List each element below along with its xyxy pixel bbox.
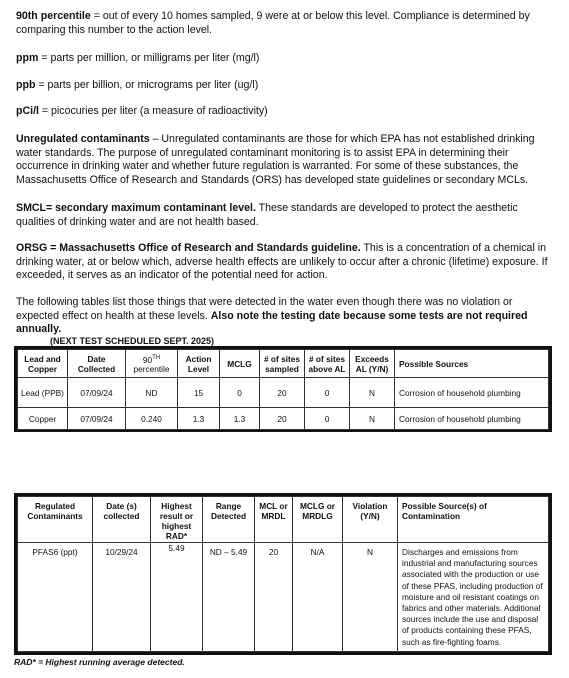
- cell-range: ND – 5.49: [203, 543, 255, 652]
- lead-copper-table: [14, 346, 552, 432]
- definition-ppm: [16, 52, 553, 66]
- cell-date: 10/29/24: [93, 543, 151, 652]
- definition-pcil: [16, 105, 553, 119]
- table-row: [18, 543, 549, 652]
- definition-ppb: [16, 79, 553, 93]
- cell-sources: Corrosion of household plumbing: [395, 408, 549, 430]
- cell-mclg: 1.3: [220, 408, 260, 430]
- definition-90th-percentile: [16, 10, 553, 37]
- col-header-sources: Possible Sources: [395, 350, 549, 378]
- p90-number: 90: [142, 354, 153, 365]
- col-header-sites-above-al: # of sites above AL: [305, 350, 350, 378]
- cell-sources: Discharges and emissions from industrial and manufacturing sources associated with the production or use of these PFAS, including production of moisture and oil resistant coatings on fabrics and other materials. Additional sources include the use and disposal of products containing these PFAS, such as fire-fighting foams.: [398, 543, 549, 652]
- definition-text: = parts per billion, or micrograms per liter (ug/l): [35, 79, 259, 91]
- cell-exceeds: N: [350, 408, 395, 430]
- table-header-row: [18, 497, 549, 543]
- regulated-contaminants-table: [14, 493, 552, 655]
- rad-footnote: RAD* = Highest running average detected.: [14, 657, 185, 667]
- col-header-date-collected: Date (s) collected: [93, 497, 151, 543]
- cell-sources: Corrosion of household plumbing: [395, 378, 549, 408]
- col-header-contaminant: Regulated Contaminants: [18, 497, 93, 543]
- col-header-mcl: MCL or MRDL: [255, 497, 293, 543]
- term-unregulated: Unregulated contaminants: [16, 133, 150, 145]
- term-smcl: SMCL= secondary maximum contaminant level.: [16, 202, 256, 214]
- cell-date: 07/09/24: [68, 378, 126, 408]
- cell-mclg: 0: [220, 378, 260, 408]
- cell-date: 07/09/24: [68, 408, 126, 430]
- col-header-mclg: MCLG or MRDLG: [293, 497, 343, 543]
- cell-action-level: 15: [178, 378, 220, 408]
- cell-90th: 0.240: [126, 408, 178, 430]
- cell-contaminant: PFAS6 (ppt): [18, 543, 93, 652]
- cell-sites-above: 0: [305, 408, 350, 430]
- cell-exceeds: N: [350, 378, 395, 408]
- cell-mclg: N/A: [293, 543, 343, 652]
- cell-mcl: 20: [255, 543, 293, 652]
- term-ppb: ppb: [16, 79, 36, 91]
- tables-intro: [16, 296, 553, 337]
- col-header-highest-result: Highest result or highest RAD*: [151, 497, 203, 543]
- cell-sites-sampled: 20: [260, 408, 305, 430]
- tables-intro-text: The following tables list those things that were detected in the water even though there was no violation or expected effect on health at these levels.: [16, 296, 513, 322]
- cell-violation: N: [343, 543, 398, 652]
- col-header-sites-sampled: # of sites sampled: [260, 350, 305, 378]
- col-header-range-detected: Range Detected: [203, 497, 255, 543]
- cell-name: Copper: [18, 408, 68, 430]
- definition-text: = picocuries per liter (a measure of radioactivity): [38, 105, 268, 117]
- col-header-exceeds-al: Exceeds AL (Y/N): [350, 350, 395, 378]
- term-90th-percentile: 90th percentile: [16, 10, 91, 22]
- definition-text: These standards are developed to protect the aesthetic qualities of drinking water and are not health based.: [16, 202, 518, 228]
- cell-action-level: 1.3: [178, 408, 220, 430]
- table-header-row: [18, 350, 549, 378]
- col-header-action-level: Action Level: [178, 350, 220, 378]
- col-header-sources: Possible Source(s) of Contamination: [398, 497, 549, 543]
- definition-unregulated: [16, 133, 553, 187]
- definition-text: = parts per million, or milligrams per liter (mg/l): [38, 52, 260, 64]
- definition-text: = out of every 10 homes sampled, 9 were at or below this level. Compliance is determined by comparing this number to the action level.: [16, 10, 530, 36]
- definition-text: This is a concentration of a chemical in drinking water, at or below which, adverse health effects are unlikely to occur after a chronic (lifetime) exposure. If exceeded, it serves as an indicator of the potential need for action.: [16, 242, 548, 281]
- term-orsg: ORSG = Massachusetts Office of Research and Standards guideline.: [16, 242, 361, 254]
- cell-highest: 5.49: [151, 543, 203, 652]
- tables-intro-note: Also note the testing date because some tests are not required annually.: [16, 309, 528, 335]
- definition-text: – Unregulated contaminants are those for which EPA has not established drinking water standards. The purpose of unregulated contaminant monitoring is to assist EPA in determining their occurrence in drinking water and whether future regulation is warranted. For some of these substances, the Massachusetts Office of Research and Standards (ORS) has developed state guidelines or secondary MCLs.: [16, 133, 535, 186]
- col-header-date: Date Collected: [68, 350, 126, 378]
- col-header-90th-percentile: [126, 350, 178, 378]
- cell-90th: ND: [126, 378, 178, 408]
- cell-sites-sampled: 20: [260, 378, 305, 408]
- table-row: [18, 378, 549, 408]
- p90-word: percentile: [133, 364, 170, 375]
- p90-superscript: TH: [152, 354, 161, 361]
- definition-smcl: [16, 202, 553, 229]
- col-header-mclg: MCLG: [220, 350, 260, 378]
- term-pcil: pCi/l: [16, 105, 39, 117]
- col-header-violation: Violation (Y/N): [343, 497, 398, 543]
- definition-orsg: [16, 242, 553, 283]
- cell-sites-above: 0: [305, 378, 350, 408]
- table-row: [18, 408, 549, 430]
- cell-name: Lead (PPB): [18, 378, 68, 408]
- col-header-name: Lead and Copper: [18, 350, 68, 378]
- term-ppm: ppm: [16, 52, 39, 64]
- next-test-caption: (NEXT TEST SCHEDULED SEPT. 2025): [50, 336, 215, 346]
